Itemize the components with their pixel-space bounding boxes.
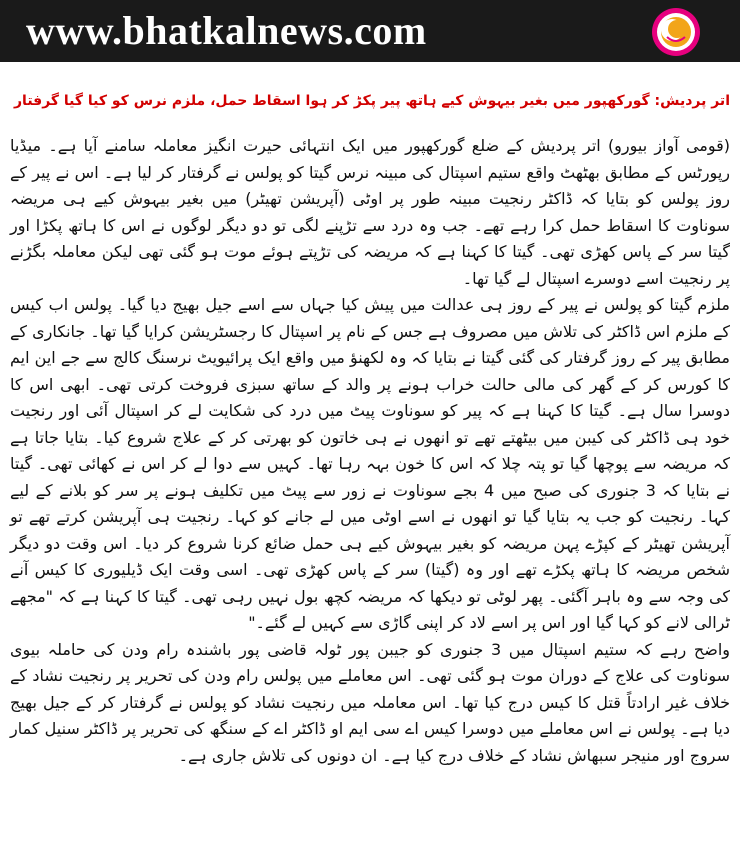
article-paragraph-3: واضح رہے کہ ستیم اسپتال میں 3 جنوری کو جیبن پور ٹولہ قاضی پور باشندہ رام ودن کی حاملہ بیوی سوناوت کی علاج کے دوران موت ہو گئی تھی۔ اس معاملے میں پولس رام ودن کی تحریر پر رنجیت نشاد کے خلاف غیر ارادتاً قتل کا کیس درج کیا تھا۔ اس معاملہ میں رنجیت نشاد کو پولس نے گرفتار کر کے جیل بھیج دیا ہے۔ پولس نے اس معاملے میں دوسرا کیس اے سی ایم او ڈاکٹر اے کے سنگھ کی تحریر پر ڈاکٹر سنیل کمار سروج اور منیجر سبھاش نشاد کے خلاف درج کیا ہے۔ ان دونوں کی تلاش جاری ہے۔ — [10, 639, 731, 765]
site-url: www.bhatkalnews.com — [26, 8, 427, 53]
article-title: اتر پردیش: گورکھپور میں بغیر بیہوش کیے ہاتھ پیر پکڑ کر ہوا اسقاط حمل، ملزم نرس کو کیا گیا گرفتار — [14, 93, 730, 109]
bhatkalnews-logo-icon — [651, 7, 701, 57]
site-banner — [0, 0, 740, 62]
article-paragraph-2: ملزم گیتا کو پولس نے پیر کے روز ہی عدالت میں پیش کیا جہاں سے اسے جیل بھیج دیا گیا۔ پولس اب کیس کے ملزم اس ڈاکٹر کی تلاش میں مصروف ہے جس کے نام پر اسپتال کا رجسٹریشن کرایا گیا تھا۔ جانکاری کے مطابق پیر کے روز گرفتار کی گئی گیتا نے بتایا کہ وہ لکھنؤ میں واقع ایک پرائیویٹ نرسنگ کالج سے جے این ایم کا کورس کر کے گھر کی مالی حالت خراب ہونے پر والد کے ساتھ سبزی فروخت کرتی تھی۔ ابھی اس کا دوسرا سال ہے۔ گیتا کا کہنا ہے کہ پیر کو سوناوت پیٹ میں درد کی شکایت لے کر اسپتال آئی اور رنجیت خود ہی ڈاکٹر کی کیبن میں بیٹھتے تھے تو انھوں نے ہی خاتون کو بھرتی کر کے علاج شروع کیا۔ بتایا جاتا ہے کہ مریضہ سے پوچھا گیا تو پتہ چلا کہ اس کا خون بہہ رہا تھا۔ کہیں سے دوا لے کر اس نے کھائی تھی۔ گیتا نے بتایا کہ 3 جنوری کی صبح میں 4 بجے سوناوت نے زور سے پیٹ میں تکلیف ہونے پر سر کو بلانے کے لیے کہا۔ رنجیت کو جب یہ بتایا گیا تو انھوں نے اسے اوٹی میں لے جانے کو کہا۔ رنجیت ہی آپریشن کرتے تھے تو آپریشن تھیٹر کے کپڑے پہن مریضہ کو بغیر بیہوش کیے ہی حمل ضائع کرنا شروع کر دیا۔ اس وقت دو دیگر شخص مریضہ کا ہاتھ پکڑے تھے اور وہ (گیتا) سر کے پاس کھڑی تھی۔ اسی وقت ایک ڈیلیوری کا کیس آنے کی وجہ سے وہ باہر آگئی۔ پھر لوٹی تو دیکھا کہ مریضہ کچھ بول نہیں رہی تھی۔ گیتا کا کہنا ہے کہ "مجھے ٹرالی لانے کو کہا گیا اور اس پر اسے لاد کر اپنی گاڑی سے کہیں لے گئے۔" — [10, 295, 731, 632]
article-body — [10, 133, 730, 769]
article-paragraph-1: (قومی آواز بیورو) اتر پردیش کے ضلع گورکھپور میں ایک انتہائی حیرت انگیز معاملہ سامنے آیا ہے۔ میڈیا رپورٹس کے مطابق بھٹھٹ واقع ستیم اسپتال کی مبینہ نرس گیتا کو پولس نے گرفتار کر لیا ہے۔ اس نے پیر کے روز پولس کو بتایا کہ ڈاکٹر رنجیت مبینہ طور پر اوٹی (آپریشن تھیٹر) میں بغیر بیہوش کیے ہی مریضہ سوناوت کا اسقاط حمل کرا رہے تھے۔ جب وہ درد سے تڑپنے لگی تو دو دیگر لوگوں نے اس کا ہاتھ پکڑا اور گیتا سر کے پاس کھڑی تھی۔ گیتا کا کہنا ہے کہ مریضہ کی تڑپتے ہوئے موت ہو گئی تھی لیکن معاملہ بگڑنے پر رنجیت اسے دوسرے اسپتال لے گیا تھا۔ — [10, 136, 730, 288]
